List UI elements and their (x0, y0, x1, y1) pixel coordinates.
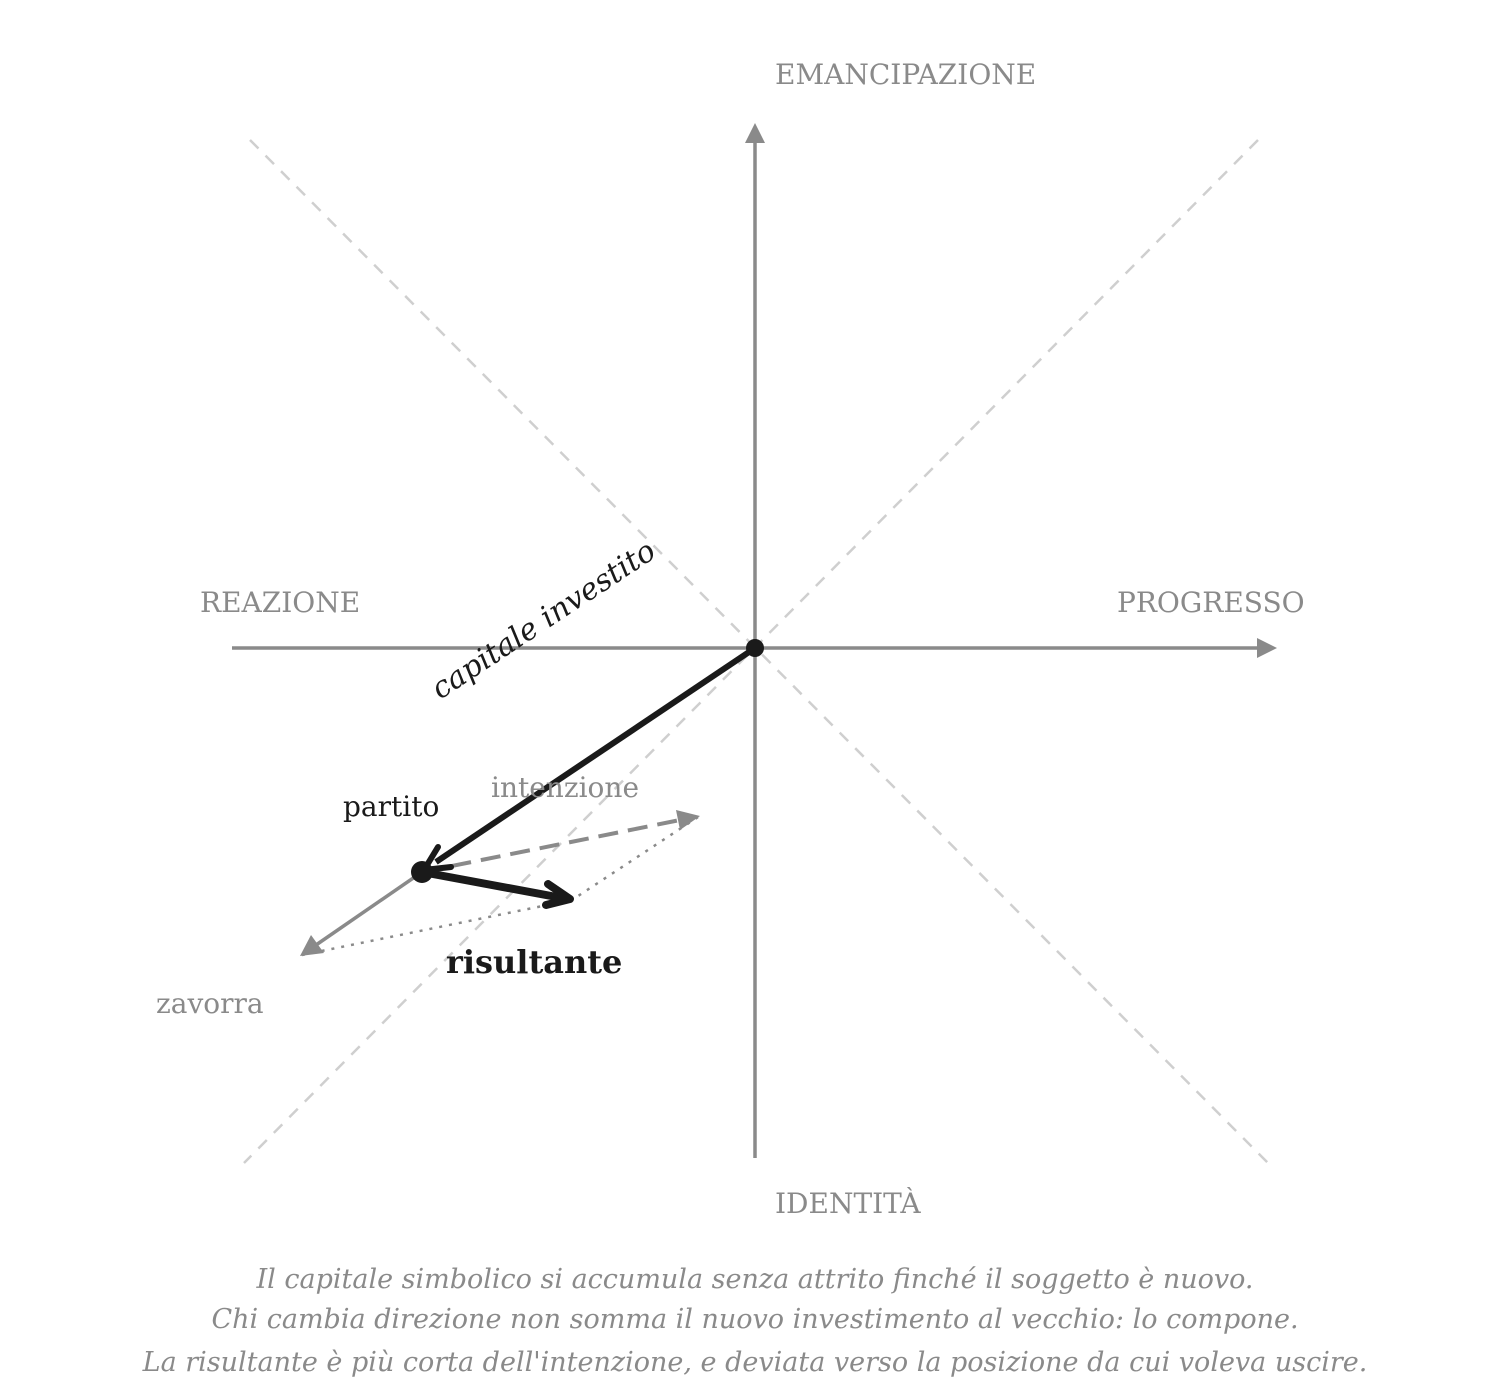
axis-label-bottom: IDENTITÀ (775, 1187, 921, 1220)
resultant-vector (422, 872, 562, 898)
axis-label-top: EMANCIPAZIONE (775, 58, 1037, 91)
caption-line-1: Il capitale simbolico si accumula senza attrito finché il soggetto è nuovo. (256, 1264, 1254, 1295)
ballast-label: zavorra (156, 987, 264, 1020)
resultant-label: risultante (446, 943, 623, 981)
intention-arrowhead (676, 810, 700, 830)
axis-label-left: REAZIONE (200, 586, 361, 619)
caption-line-3: La risultante è più corta dell'intenzione, e deviata verso la posizione da cui voleva uscire. (142, 1347, 1368, 1378)
axis-label-right: PROGRESSO (1117, 586, 1305, 619)
vertical-axis-arrowhead (745, 123, 765, 143)
horizontal-axis-arrowhead (1257, 638, 1277, 658)
capital-label: capitale investito (425, 533, 663, 707)
intention-label: intenzione (491, 771, 640, 804)
party-label: partito (343, 790, 440, 823)
ballast-vector (316, 872, 422, 945)
party-point (411, 861, 433, 883)
caption-line-2: Chi cambia direzione non somma il nuovo investimento al vecchio: lo compone. (211, 1304, 1299, 1335)
origin-point (746, 639, 764, 657)
